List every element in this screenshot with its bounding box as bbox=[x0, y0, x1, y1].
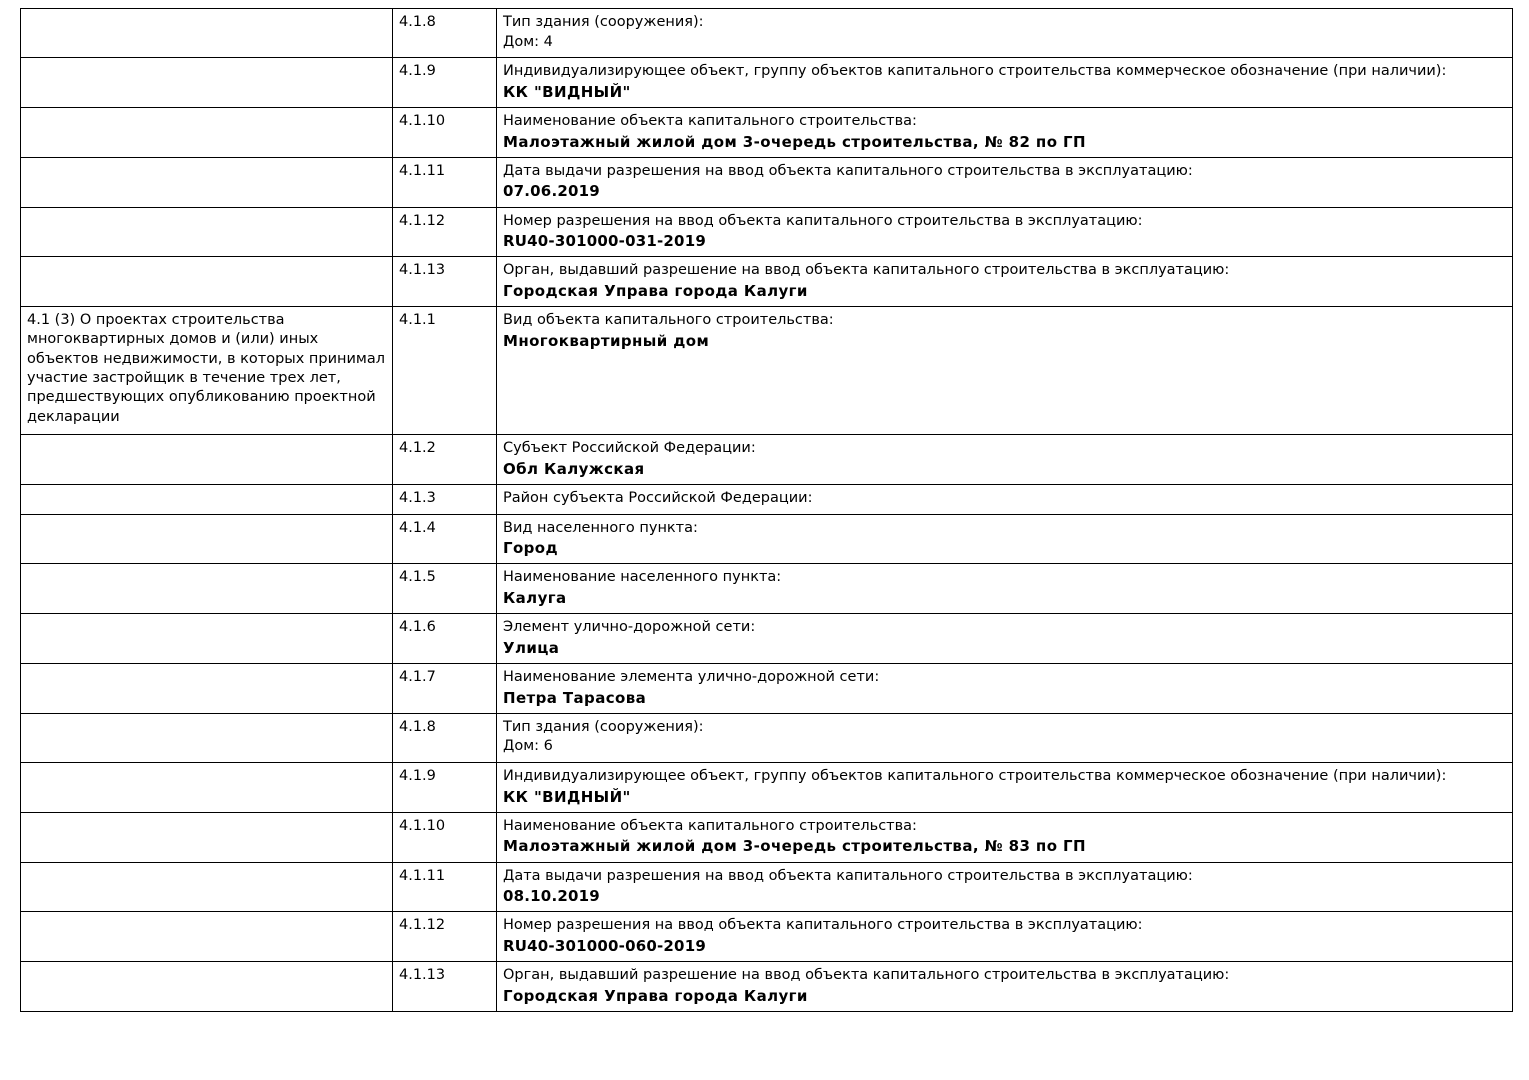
section-cell-empty bbox=[21, 812, 393, 862]
row-label: Дата выдачи разрешения на ввод объекта капитального строительства в эксплуатацию: bbox=[503, 867, 1193, 884]
row-content bbox=[497, 58, 1513, 108]
row-label: Тип здания (сооружения): bbox=[503, 14, 704, 30]
table-row bbox=[21, 564, 1513, 614]
section-cell-empty bbox=[21, 564, 393, 614]
table-row bbox=[21, 257, 1513, 307]
section-cell-empty bbox=[21, 107, 393, 157]
row-value: Городская Управа города Калуги bbox=[503, 281, 808, 300]
section-cell-empty bbox=[21, 157, 393, 207]
row-content bbox=[497, 862, 1513, 912]
row-code: 4.1.11 bbox=[393, 862, 497, 912]
table-row bbox=[21, 762, 1513, 812]
row-code: 4.1.9 bbox=[393, 762, 497, 812]
table-body bbox=[21, 9, 1513, 1012]
section-cell bbox=[21, 307, 393, 435]
section-cell-empty bbox=[21, 485, 393, 515]
row-value: RU40-301000-031-2019 bbox=[503, 232, 706, 251]
row-value: Дом: 6 bbox=[503, 738, 553, 755]
row-content bbox=[497, 107, 1513, 157]
row-content bbox=[497, 9, 1513, 58]
table-row bbox=[21, 614, 1513, 664]
row-label: Наименование элемента улично-дорожной сети: bbox=[503, 669, 880, 685]
row-value: Многоквартирный дом bbox=[503, 331, 710, 350]
section-cell-empty bbox=[21, 862, 393, 912]
row-value: Дом: 4 bbox=[503, 33, 553, 50]
row-value: Обл Калужская bbox=[503, 459, 645, 478]
row-code: 4.1.6 bbox=[393, 614, 497, 664]
row-value: Петра Тарасова bbox=[503, 688, 647, 707]
table-row bbox=[21, 58, 1513, 108]
row-code: 4.1.12 bbox=[393, 207, 497, 257]
table-row bbox=[21, 107, 1513, 157]
row-code: 4.1.3 bbox=[393, 485, 497, 515]
row-label: Тип здания (сооружения): bbox=[503, 718, 704, 735]
row-value: Калуга bbox=[503, 588, 567, 607]
row-code: 4.1.1 bbox=[393, 307, 497, 435]
declaration-table bbox=[20, 8, 1513, 1012]
row-content bbox=[497, 713, 1513, 762]
table-row bbox=[21, 912, 1513, 962]
row-code: 4.1.2 bbox=[393, 435, 497, 485]
section-cell-empty bbox=[21, 713, 393, 762]
section-title: 4.1 (3) О проектах строительства многоквартирных домов и (или) иных объектов недвижимости, в которых принимал участие застройщик в течение трех лет, предшествующих опубликованию проектной декларации bbox=[27, 312, 386, 425]
row-content bbox=[497, 257, 1513, 307]
row-code: 4.1.12 bbox=[393, 912, 497, 962]
row-label: Номер разрешения на ввод объекта капитального строительства в эксплуатацию: bbox=[503, 212, 1143, 229]
row-label: Наименование объекта капитального строительства: bbox=[503, 112, 917, 129]
row-code: 4.1.5 bbox=[393, 564, 497, 614]
table-row bbox=[21, 664, 1513, 714]
row-content bbox=[497, 762, 1513, 812]
row-value: КК "ВИДНЫЙ" bbox=[503, 82, 631, 101]
table-row bbox=[21, 9, 1513, 58]
table-row-section bbox=[21, 307, 1513, 435]
row-label: Наименование объекта капитального строительства: bbox=[503, 817, 917, 834]
row-content bbox=[497, 564, 1513, 614]
row-label: Номер разрешения на ввод объекта капитального строительства в эксплуатацию: bbox=[503, 917, 1143, 934]
row-value: RU40-301000-060-2019 bbox=[503, 936, 706, 955]
section-cell-empty bbox=[21, 514, 393, 564]
row-label: Вид населенного пункта: bbox=[503, 519, 698, 536]
row-content bbox=[497, 485, 1513, 515]
row-label: Орган, выдавший разрешение на ввод объекта капитального строительства в эксплуатацию: bbox=[503, 967, 1230, 984]
section-cell-empty bbox=[21, 912, 393, 962]
row-label: Субъект Российской Федерации: bbox=[503, 440, 756, 457]
row-content bbox=[497, 514, 1513, 564]
row-content bbox=[497, 207, 1513, 257]
section-cell-empty bbox=[21, 207, 393, 257]
row-value: 08.10.2019 bbox=[503, 887, 600, 906]
row-value: Улица bbox=[503, 638, 560, 657]
table-row bbox=[21, 862, 1513, 912]
section-cell-empty bbox=[21, 962, 393, 1012]
row-code: 4.1.10 bbox=[393, 107, 497, 157]
section-cell-empty bbox=[21, 58, 393, 108]
row-value: Малоэтажный жилой дом 3-очередь строительства, № 82 по ГП bbox=[503, 132, 1086, 151]
row-code: 4.1.11 bbox=[393, 157, 497, 207]
row-value: 07.06.2019 bbox=[503, 182, 600, 201]
row-code: 4.1.9 bbox=[393, 58, 497, 108]
row-code: 4.1.7 bbox=[393, 664, 497, 714]
row-value: КК "ВИДНЫЙ" bbox=[503, 787, 631, 806]
table-row bbox=[21, 812, 1513, 862]
section-cell-empty bbox=[21, 664, 393, 714]
section-cell-empty bbox=[21, 762, 393, 812]
section-cell-empty bbox=[21, 9, 393, 58]
row-label: Район субъекта Российской Федерации: bbox=[503, 490, 813, 506]
row-content bbox=[497, 435, 1513, 485]
row-label: Дата выдачи разрешения на ввод объекта капитального строительства в эксплуатацию: bbox=[503, 162, 1193, 179]
section-cell-empty bbox=[21, 614, 393, 664]
row-code: 4.1.13 bbox=[393, 962, 497, 1012]
row-label: Элемент улично-дорожной сети: bbox=[503, 619, 756, 636]
table-row bbox=[21, 207, 1513, 257]
row-code: 4.1.13 bbox=[393, 257, 497, 307]
table-row bbox=[21, 713, 1513, 762]
table-row bbox=[21, 435, 1513, 485]
row-code: 4.1.8 bbox=[393, 9, 497, 58]
table-row bbox=[21, 485, 1513, 515]
row-content bbox=[497, 912, 1513, 962]
row-content bbox=[497, 307, 1513, 435]
section-cell-empty bbox=[21, 257, 393, 307]
row-code: 4.1.4 bbox=[393, 514, 497, 564]
row-value: Малоэтажный жилой дом 3-очередь строительства, № 83 по ГП bbox=[503, 837, 1086, 856]
row-code: 4.1.10 bbox=[393, 812, 497, 862]
section-cell-empty bbox=[21, 435, 393, 485]
row-content bbox=[497, 812, 1513, 862]
row-label: Вид объекта капитального строительства: bbox=[503, 312, 834, 329]
row-label: Индивидуализирующее объект, группу объектов капитального строительства коммерческое обозначение (при наличии): bbox=[503, 767, 1447, 784]
table-row bbox=[21, 514, 1513, 564]
row-label: Наименование населенного пункта: bbox=[503, 569, 782, 586]
row-value: Городская Управа города Калуги bbox=[503, 986, 808, 1005]
row-content bbox=[497, 614, 1513, 664]
row-code: 4.1.8 bbox=[393, 713, 497, 762]
row-label: Индивидуализирующее объект, группу объектов капитального строительства коммерческое обозначение (при наличии): bbox=[503, 63, 1447, 80]
row-label: Орган, выдавший разрешение на ввод объекта капитального строительства в эксплуатацию: bbox=[503, 262, 1230, 279]
row-content bbox=[497, 664, 1513, 714]
table-row bbox=[21, 157, 1513, 207]
table-row bbox=[21, 962, 1513, 1012]
row-value: Город bbox=[503, 539, 559, 558]
row-content bbox=[497, 962, 1513, 1012]
row-content bbox=[497, 157, 1513, 207]
